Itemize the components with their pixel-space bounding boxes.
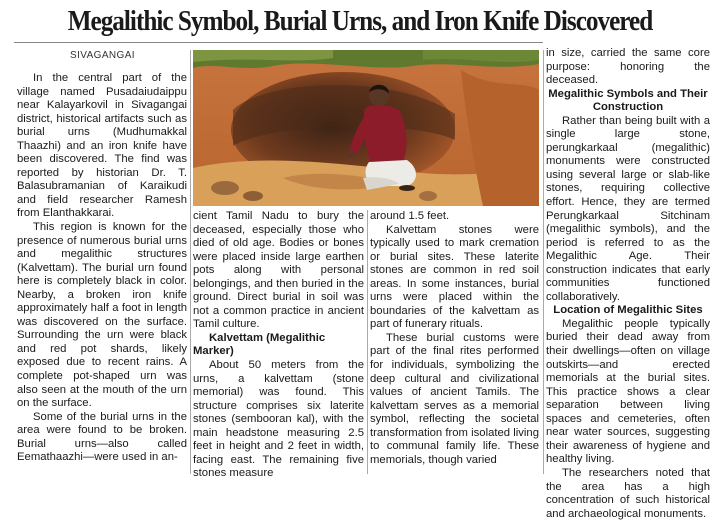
article-column-2	[193, 210, 364, 481]
subheading-construction: Megalithic Symbols and Their Construction	[548, 87, 708, 114]
article-column-4	[546, 47, 710, 521]
article-column-3	[370, 210, 539, 467]
paragraph: About 50 meters from the urns, a kalvettam (stone memorial) was found. This structure comprises six laterite stones (sembooran kal), with the main headstone measuring 2.5 feet in height and 2 feet in width, facing east. The remaining five stones measure	[193, 359, 364, 480]
paragraph: Kalvettam stones were typically used to mark cremation or burial sites. These laterite stones are common in red soil areas. In some instances, burial urns were placed within the boundaries of the kalvettam as part of funerary rituals.	[370, 223, 539, 331]
headline: Megalithic Symbol, Burial Urns, and Iron Knife Discovered	[67, 6, 653, 37]
paragraph: Rather than being built with a single large stone, perungkarkaal (megalithic) monuments were constructed using several large or slab-like stones, requiring collective effort. Hence, they are termed Perungkarkaal Sitchinam (megalithic symbols), and the period is referred to as the Megalithic Age. Their construction indicates that early communities functioned collaboratively.	[546, 114, 710, 303]
paragraph: Megalithic people typically buried their dead away from their dwellings—often on village outskirts—and erected memorials at the burial sites. This practice shows a clear separation between living spaces and cemeteries, often near water sources, suggesting their awareness of hygiene and healthy living.	[546, 317, 710, 466]
dateline: SIVAGANGAI	[70, 50, 135, 61]
subheading-location: Location of Megalithic Sites	[553, 304, 703, 317]
column-divider-1	[190, 50, 191, 474]
paragraph: In the central part of the village named Pusadaiudaippu near Kalayarkovil in Sivagangai district, historical artifacts such as burial urns (Mudhumakkal Thaazhi) and an iron knife have been discovered. The find was reported by historian Dr. T. Balasubramanian of Karaikudi and field researcher Ramesh from Elanthakkarai.	[17, 72, 187, 220]
column-divider-2	[367, 210, 368, 474]
subheading-kalvettam: Kalvettam (Megalithic Marker)	[193, 331, 326, 358]
column-divider-3	[543, 50, 544, 474]
excavation-photo	[193, 50, 539, 206]
paragraph: Some of the burial urns in the area were found to be broken. Burial urns—also called Eemathaazhi—were used in an-	[17, 410, 187, 464]
paragraph: in size, carried the same core purpose: honoring the deceased.	[546, 47, 710, 87]
article-column-1	[17, 72, 187, 465]
paragraph: around 1.5 feet.	[370, 210, 450, 222]
paragraph: These burial customs were part of the final rites performed for individuals, symbolizing the deep cultural and civilizational values of ancient Tamils. The kalvettam serves as a memorial symbol, reflecting the societal transformation from isolated living to communal family life. These memorials, though varied	[370, 331, 539, 466]
paragraph: cient Tamil Nadu to bury the deceased, especially those who died of old age. Bodies or bones were placed inside large earthen pots along with personal belongings, and then buried in the ground. Direct burial in soil was not a common practice in ancient Tamil culture.	[193, 210, 364, 331]
excavation-photo-icon	[193, 50, 539, 206]
paragraph: This region is known for the presence of numerous burial urns and megalithic structures (Kalvettam). The burial urn found here is completely black in color. Nearby, a broken iron knife approximately half a foot in length was discovered on the surface. Surrounding the urn were black and red pot shards, likely exposed due to recent rains. A complete pot-shaped urn was also seen at the mouth of the urn on the surface.	[17, 221, 187, 410]
paragraph: The researchers noted that the area has a high concentration of such historical and archaeological monuments.	[546, 466, 710, 520]
headline-rule	[14, 42, 543, 43]
